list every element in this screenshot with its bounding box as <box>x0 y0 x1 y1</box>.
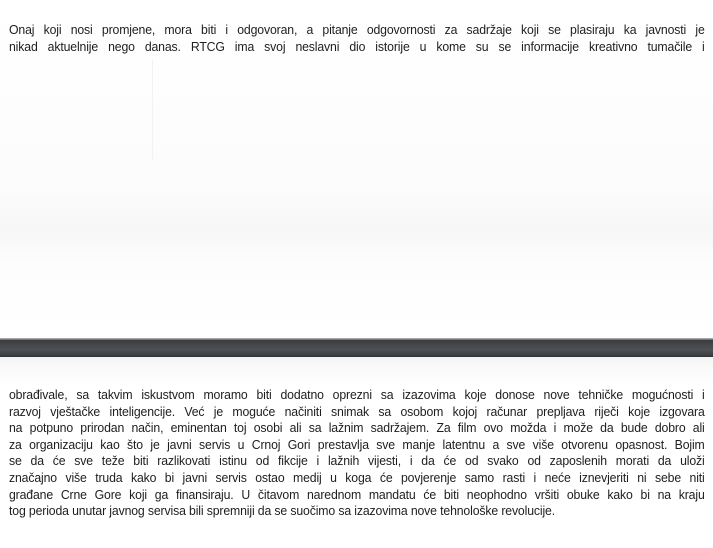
page-break-divider <box>0 338 713 357</box>
text-line: Onaj koji nosi promjene, mora biti i odgovoran, a pitanje odgovornosti za sadržaje koji se plasiraju ka javnosti je <box>9 22 705 37</box>
text-line: građane Crne Gore koji ga finansiraju. U čitavom narednom mandatu će biti neophodno vršiti obuke kako bi na kraju <box>9 486 705 502</box>
text-line: značajno više truda kako bi javni servis ostao medij u koga će povjerenje samo rasti i neće iznevjeriti ni sebe niti <box>9 469 705 485</box>
text-line: razvoj vještačke inteligencije. Već je moguće načiniti snimak sa osobom kojoj računar prepljava riječi koje izgovara <box>9 403 705 419</box>
text-line: na potpuno prirodan način, eminentan toj osobi ali sa lažnim sadržajem. Za film ovo možda i može da bude dobro ali <box>9 420 705 436</box>
text-line: obrađivale, sa takvim iskustvom moramo biti dodatno oprezni sa izazovima koje donose nove tehničke mogućnosti i <box>9 387 705 402</box>
text-line: nikad aktuelnije nego danas. RTCG ima svoj neslavni dio istorije u kome su se informacije kreativno tumačile i <box>9 38 705 54</box>
text-line-last: tog perioda unutar javnog servisa bili spremniji da se suočimo sa izazovima nove tehnološke revolucije. <box>9 503 555 519</box>
top-paragraph <box>9 22 705 55</box>
text-line: se da će sve teže biti razlikovati istinu od fikcije i lažnih vijesti, i da će od svako od zaposlenih morati da uloži <box>9 453 705 469</box>
bottom-paragraph <box>9 387 705 520</box>
scan-artifact <box>152 60 153 160</box>
text-line: za organizaciju kao što je javni servis u Crnoj Gori prestavlja sve manje latentnu a sve više otvorenu opasnost. Bojim <box>9 436 705 452</box>
